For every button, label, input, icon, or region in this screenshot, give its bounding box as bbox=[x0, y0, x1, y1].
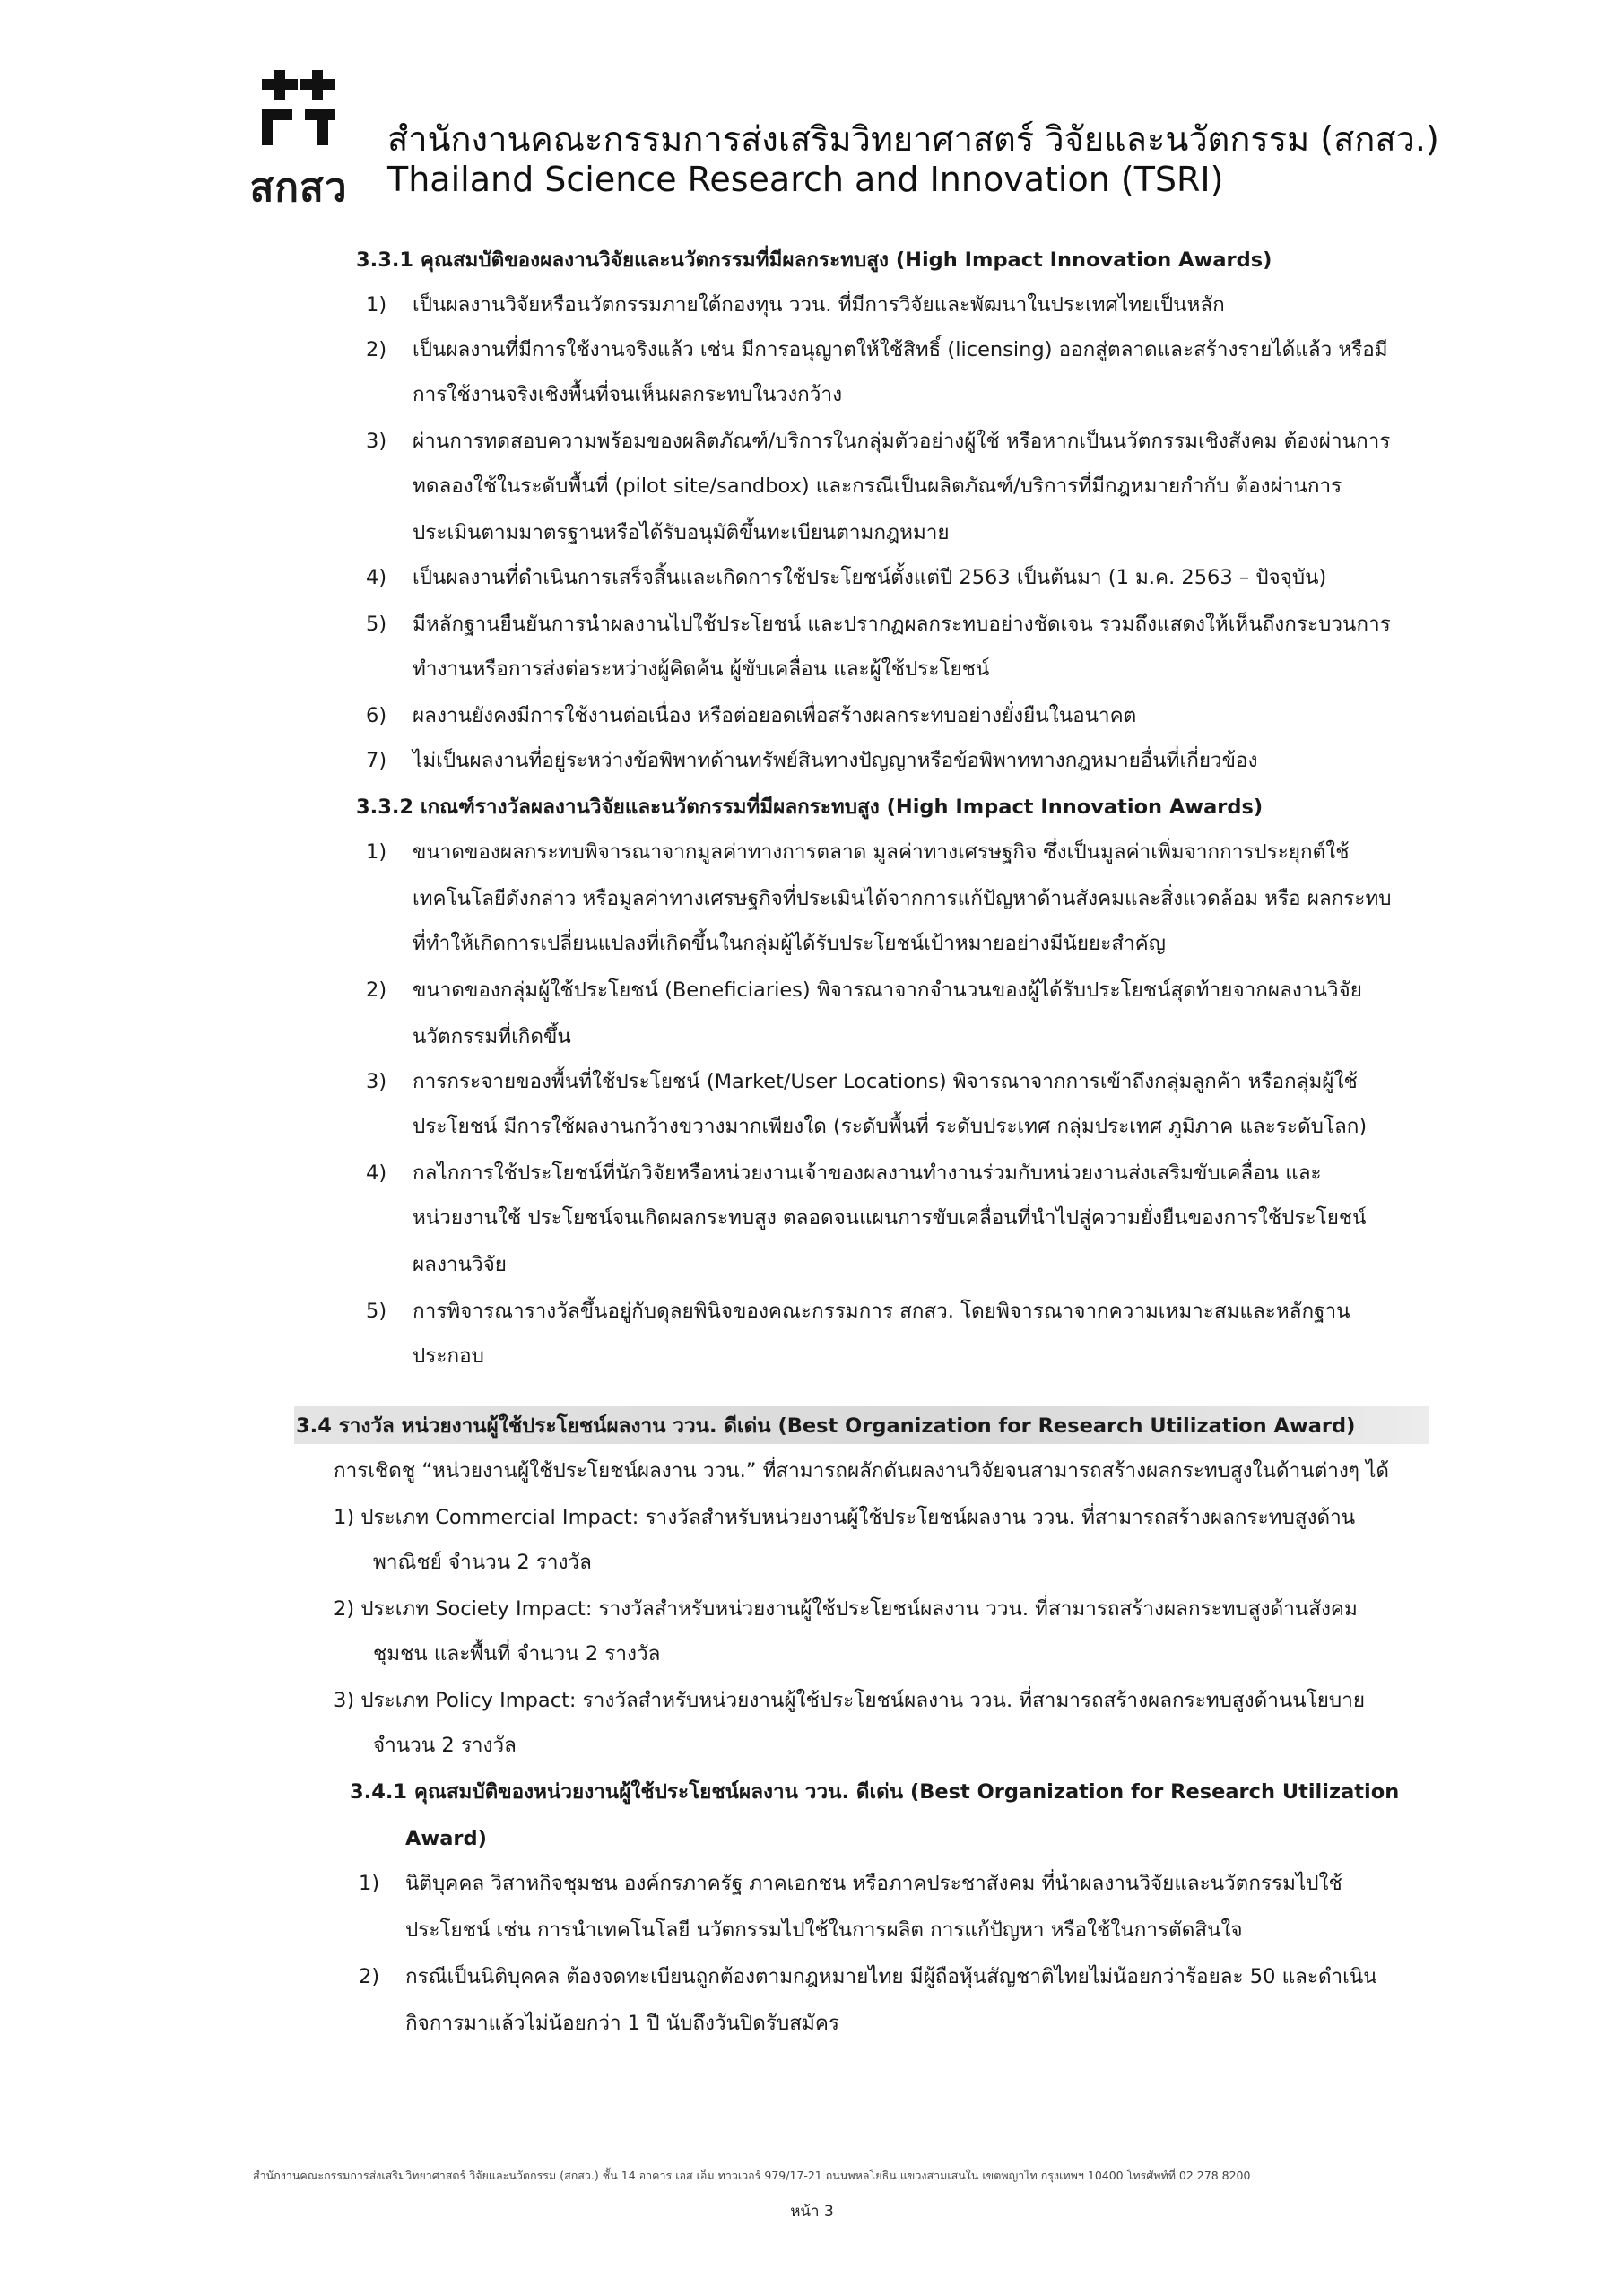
list-item-line: ประโยชน์ มีการใช้ผลงานกว้างขวางมากเพียงใด (ระดับพื้นที่ ระดับประเทศ กลุ่มประเทศ ภูมิภาค และระดับโลก) bbox=[413, 1115, 1368, 1138]
item-number: 7) bbox=[366, 749, 387, 772]
list-item-line: ขนาดของกลุ่มผู้ใช้ประโยชน์ (Beneficiaries) พิจารณาจากจำนวนของผู้ได้รับประโยชน์สุดท้ายจากผลงานวิจัย bbox=[413, 978, 1362, 1002]
tsri-logo-mark bbox=[258, 70, 339, 145]
section-heading-3-3-2: 3.3.2 เกณฑ์รางวัลผลงานวิจัยและนวัตกรรมที่มีผลกระทบสูง (High Impact Innovation Awards) bbox=[356, 796, 1264, 819]
list-item-line: นวัตกรรมที่เกิดขึ้น bbox=[413, 1025, 571, 1048]
list-item-line: เป็นผลงานที่มีการใช้งานจริงแล้ว เช่น มีการอนุญาตให้ใช้สิทธิ์ (licensing) ออกสู่ตลาดและสร้างรายได้แล้ว หรือมี bbox=[413, 338, 1388, 361]
list-item-line: เทคโนโลยีดังกล่าว หรือมูลค่าทางเศรษฐกิจที่ประเมินได้จากการแก้ปัญหาด้านสังคมและสิ่งแวดล้อม หรือ ผลกระทบ bbox=[413, 887, 1392, 910]
org-name-english: Thailand Science Research and Innovation (TSRI) bbox=[387, 160, 1224, 199]
list-item-line: กรณีเป็นนิติบุคคล ต้องจดทะเบียนถูกต้องตามกฎหมายไทย มีผู้ถือหุ้นสัญชาติไทยไม่น้อยกว่าร้อยละ 50 และดำเนิน bbox=[405, 1965, 1377, 1988]
item-number: 5) bbox=[366, 1300, 387, 1323]
item-number: 1) bbox=[366, 293, 387, 317]
list-item-line: นิติบุคคล วิสาหกิจชุมชน องค์กรภาครัฐ ภาคเอกชน หรือภาคประชาสังคม ที่นำผลงานวิจัยและนวัตกรรมไปใช้ bbox=[405, 1872, 1342, 1895]
item-number: 6) bbox=[366, 704, 387, 727]
section-heading-3-3-1: 3.3.1 คุณสมบัติของผลงานวิจัยและนวัตกรรมที่มีผลกระทบสูง (High Impact Innovation Awards) bbox=[356, 248, 1272, 272]
item-number: 3) bbox=[366, 1070, 387, 1093]
list-item-line: ไม่เป็นผลงานที่อยู่ระหว่างข้อพิพาทด้านทรัพย์สินทางปัญญาหรือข้อพิพาททางกฎหมายอื่นที่เกี่ยวข้อง bbox=[413, 749, 1258, 772]
award-type-line: 3) ประเภท Policy Impact: รางวัลสำหรับหน่วยงานผู้ใช้ประโยชน์ผลงาน ววน. ที่สามารถสร้างผลกระทบสูงด้านนโยบาย bbox=[334, 1689, 1366, 1712]
section-heading-3-4-1-cont: Award) bbox=[405, 1827, 487, 1850]
list-item-line: ประกอบ bbox=[413, 1344, 484, 1368]
list-item-line: หน่วยงานใช้ ประโยชน์จนเกิดผลกระทบสูง ตลอดจนแผนการขับเคลื่อนที่นำไปสู่ความยั่งยืนของการใช้ประโยชน์ bbox=[413, 1206, 1367, 1230]
list-item-line: ที่ทำให้เกิดการเปลี่ยนแปลงที่เกิดขึ้นในกลุ่มผู้ได้รับประโยชน์เป้าหมายอย่างมีนัยยะสำคัญ bbox=[413, 932, 1166, 955]
list-item-line: การใช้งานจริงเชิงพื้นที่จนเห็นผลกระทบในวงกว้าง bbox=[413, 383, 843, 406]
award-type-line: ชุมชน และพื้นที่ จำนวน 2 รางวัล bbox=[373, 1642, 661, 1665]
list-item-line: ทดลองใช้ในระดับพื้นที่ (pilot site/sandbox) และกรณีเป็นผลิตภัณฑ์/บริการที่มีกฎหมายกำกับ ต้องผ่านการ bbox=[413, 474, 1342, 498]
section-heading-3-4-1: 3.4.1 คุณสมบัติของหน่วยงานผู้ใช้ประโยชน์ผลงาน ววน. ดีเด่น (Best Organization for Research Utilization bbox=[350, 1780, 1400, 1804]
list-item-line: ผลงานยังคงมีการใช้งานต่อเนื่อง หรือต่อยอดเพื่อสร้างผลกระทบอย่างยั่งยืนในอนาคต bbox=[413, 704, 1137, 727]
list-item-line: ผ่านการทดสอบความพร้อมของผลิตภัณฑ์/บริการในกลุ่มตัวอย่างผู้ใช้ หรือหากเป็นนวัตกรรมเชิงสังคม ต้องผ่านการ bbox=[413, 430, 1391, 453]
list-item-line: ประเมินตามมาตรฐานหรือได้รับอนุมัติขึ้นทะเบียนตามกฎหมาย bbox=[413, 521, 950, 544]
award-type-line: จำนวน 2 รางวัล bbox=[373, 1734, 517, 1757]
list-item-line: เป็นผลงานที่ดำเนินการเสร็จสิ้นและเกิดการใช้ประโยชน์ตั้งแต่ปี 2563 เป็นต้นมา (1 ม.ค. 2563 – ปัจจุบัน) bbox=[413, 566, 1327, 589]
list-item-line: การกระจายของพื้นที่ใช้ประโยชน์ (Market/User Locations) พิจารณาจากการเข้าถึงกลุ่มลูกค้า หรือกลุ่มผู้ใช้ bbox=[413, 1070, 1358, 1093]
list-item-line: ขนาดของผลกระทบพิจารณาจากมูลค่าทางการตลาด มูลค่าทางเศรษฐกิจ ซึ่งเป็นมูลค่าเพิ่มจากการประยุกต์ใช้ bbox=[413, 840, 1350, 864]
org-name-thai: สำนักงานคณะกรรมการส่งเสริมวิทยาศาสตร์ วิจัยและนวัตกรรม (สกสว.) bbox=[387, 119, 1439, 159]
item-number: 3) bbox=[366, 430, 387, 453]
list-item-line: ประโยชน์ เช่น การนำเทคโนโลยี นวัตกรรมไปใช้ในการผลิต การแก้ปัญหา หรือใช้ในการตัดสินใจ bbox=[405, 1918, 1243, 1942]
item-number: 5) bbox=[366, 613, 387, 636]
item-number: 2) bbox=[366, 978, 387, 1002]
list-item-line: กิจการมาแล้วไม่น้อยกว่า 1 ปี นับถึงวันปิดรับสมัคร bbox=[405, 2012, 839, 2035]
list-item-line: การพิจารณารางวัลขึ้นอยู่กับดุลยพินิจของคณะกรรมการ สกสว. โดยพิจารณาจากความเหมาะสมและหลักฐาน bbox=[413, 1300, 1350, 1323]
item-number: 1) bbox=[366, 840, 387, 864]
item-number: 1) bbox=[359, 1872, 380, 1895]
item-number: 4) bbox=[366, 1161, 387, 1185]
list-item-line: ผลงานวิจัย bbox=[413, 1253, 507, 1276]
item-number: 2) bbox=[359, 1965, 380, 1988]
list-item-line: มีหลักฐานยืนยันการนำผลงานไปใช้ประโยชน์ และปรากฏผลกระทบอย่างชัดเจน รวมถึงแสดงให้เห็นถึงกระบวนการ bbox=[413, 613, 1391, 636]
list-item-line: เป็นผลงานวิจัยหรือนวัตกรรมภายใต้กองทุน ววน. ที่มีการวิจัยและพัฒนาในประเทศไทยเป็นหลัก bbox=[413, 293, 1225, 317]
award-type-line: พาณิชย์ จำนวน 2 รางวัล bbox=[373, 1551, 592, 1574]
section-heading-3-4: 3.4 รางวัล หน่วยงานผู้ใช้ประโยชน์ผลงาน ววน. ดีเด่น (Best Organization for Research Utilization Award) bbox=[296, 1414, 1356, 1438]
page-number: หน้า 3 bbox=[790, 2203, 834, 2221]
item-number: 4) bbox=[366, 566, 387, 589]
list-item-line: ทำงานหรือการส่งต่อระหว่างผู้คิดค้น ผู้ขับเคลื่อน และผู้ใช้ประโยชน์ bbox=[413, 657, 990, 681]
logo-abbreviation: สกสว bbox=[249, 165, 348, 211]
footer-address: สำนักงานคณะกรรมการส่งเสริมวิทยาศาสตร์ วิจัยและนวัตกรรม (สกสว.) ชั้น 14 อาคาร เอส เอ็ม ทาวเวอร์ 979/17-21 ถนนพหลโยธิน แขวงสามเสนใน เขตพญาไท กรุงเทพฯ 10400 โทรศัพท์ที่ 02 278 8200 bbox=[253, 2169, 1251, 2182]
item-number: 2) bbox=[366, 338, 387, 361]
section-intro: การเชิดชู “หน่วยงานผู้ใช้ประโยชน์ผลงาน ววน.” ที่สามารถผลักดันผลงานวิจัยจนสามารถสร้างผลกระทบสูงในด้านต่างๆ ได้ bbox=[334, 1459, 1390, 1483]
award-type-line: 1) ประเภท Commercial Impact: รางวัลสำหรับหน่วยงานผู้ใช้ประโยชน์ผลงาน ววน. ที่สามารถสร้างผลกระทบสูงด้าน bbox=[334, 1506, 1356, 1529]
award-type-line: 2) ประเภท Society Impact: รางวัลสำหรับหน่วยงานผู้ใช้ประโยชน์ผลงาน ววน. ที่สามารถสร้างผลกระทบสูงด้านสังคม bbox=[334, 1597, 1358, 1621]
list-item-line: กลไกการใช้ประโยชน์ที่นักวิจัยหรือหน่วยงานเจ้าของผลงานทำงานร่วมกับหน่วยงานส่งเสริมขับเคลื่อน และ bbox=[413, 1161, 1322, 1185]
tsri-logo bbox=[240, 70, 357, 211]
